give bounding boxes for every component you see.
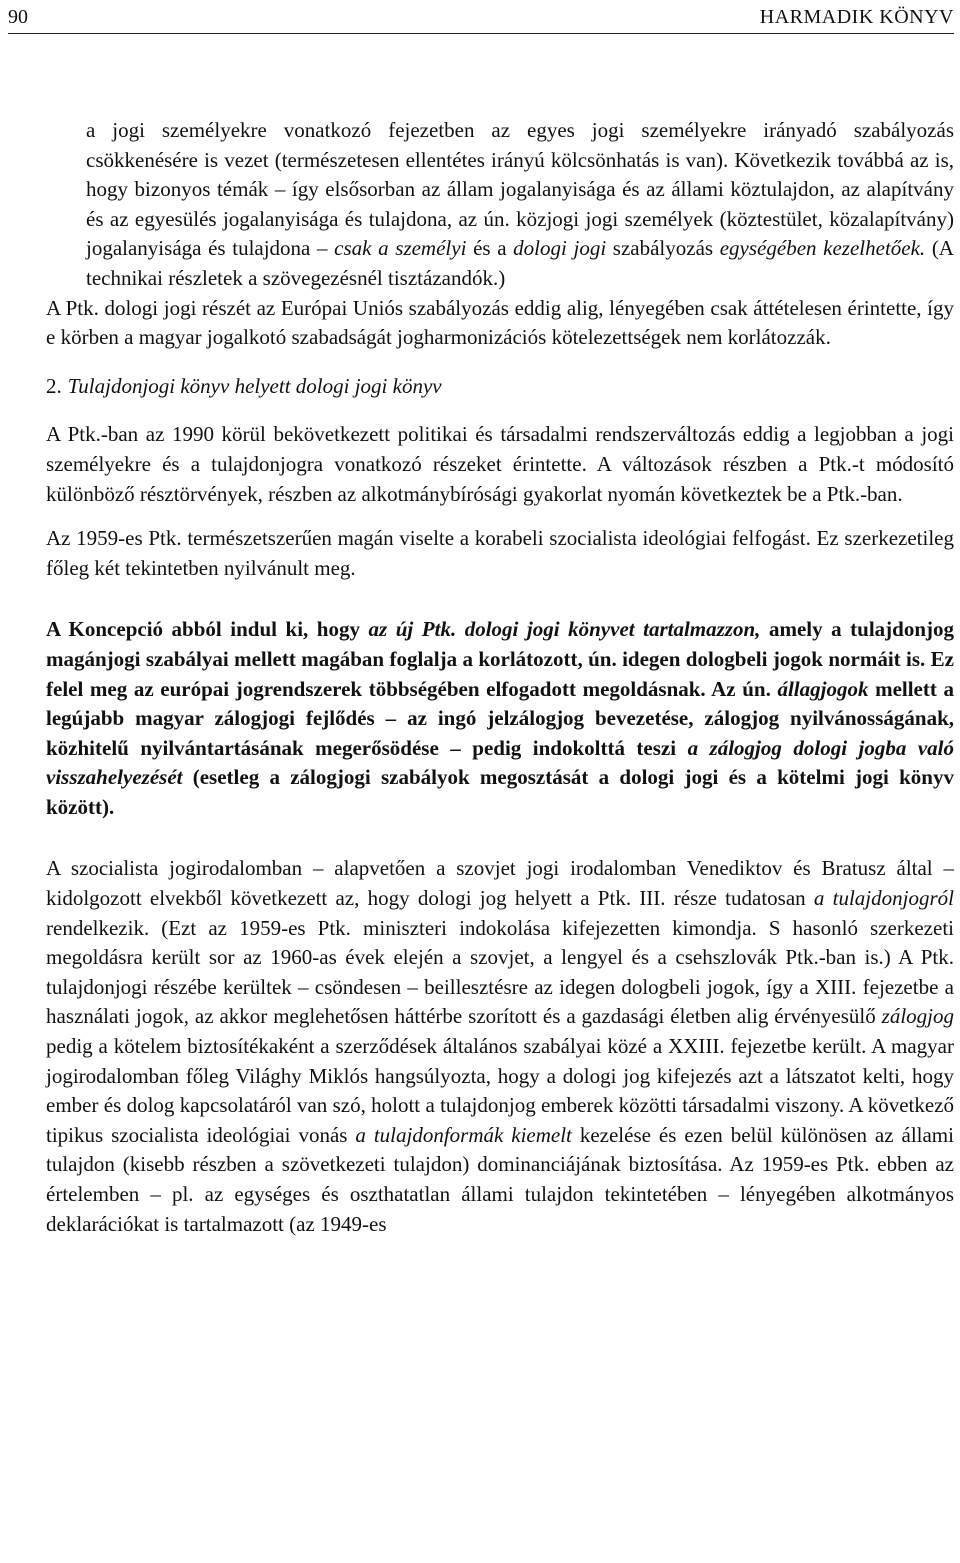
paragraph-1: a jogi személyekre vonatkozó fejezetben az egyes jogi személyekre irányadó szabályozás csökkenésére is vezet (természetesen ellentétes irányú kölcsönhatás is van). Következik továbbá az is, hogy bizonyos témák – így elsősorban az állam jogalanyisága és az állami köztulajdon, az alapítvány és az egyesülés jogalanyisága és tulajdona, az ún. közjogi jogi személyek (köztestület, közalapítvány) jogalanyisága és tulajdona – csak a személyi és a dologi jogi szabályozás egységében kezelhetőek. (A technikai részletek a szövegezésnél tisztázandók.) xyxy=(86,118,954,290)
section-title: Tulajdonjogi könyv helyett dologi jogi könyv xyxy=(67,373,442,398)
page-body xyxy=(46,116,954,1239)
paragraph-6: A szocialista jogirodalomban – alapvetően a szovjet jogi irodalomban Venediktov és Bratusz által – kidolgozott elvekből következett az, hogy dologi jog helyett a Ptk. III. része tudatosan a tulajdonjogról rendelkezik. (Ezt az 1959-es Ptk. miniszteri indokolása kifejezetten kimondja. S hasonló szerkezeti megoldásra került sor az 1960-as évek elején a szovjet, a lengyel és a csehszlovák Ptk.-ban is.) A Ptk. tulajdonjogi részébe kerültek – csöndesen – beillesztésre az idegen dologbeli jogok, így a XIII. fejezetbe a használati jogok, az akkor meglehetősen háttérbe szorított és a gazdasági életben alig érvényesülő zálogjog pedig a kötelem biztosítékaként a szerződések általános szabályai közé a XXIII. fejezetbe került. A magyar jogirodalomban főleg Világhy Miklós hangsúlyozta, hogy a dologi jog kifejezés azt a látszatot kelti, hogy ember és dolog kapcsolatáról van szó, holott a tulajdonjog emberek közötti társadalmi viszony. A következő tipikus szocialista ideológiai vonás a tulajdonformák kiemelt kezelése és ezen belül különösen az állami tulajdon (kisebb részben a szövetkezeti tulajdon) dominanciájának biztosítása. Az 1959-es Ptk. ebben az értelemben – pl. az egységes és oszthatatlan állami tulajdon tekintetében – lényegében alkotmányos deklarációkat is tartalmazott (az 1949-es xyxy=(46,856,954,1236)
section-heading xyxy=(46,372,954,402)
paragraph-2: A Ptk. dologi jogi részét az Európai Uniós szabályozás eddig alig, lényegében csak áttételesen érintette, így e körben a magyar jogalkotó szabadságát jogharmonizációs kötelezettségek nem korlátozzák. xyxy=(46,295,954,350)
page-number: 90 xyxy=(8,6,28,28)
paragraph-5-bold: A Koncepció abból indul ki, hogy az új Ptk. dologi jogi könyvet tartalmazzon, amely a tulajdonjog magánjogi szabályai mellett magában foglalja a korlátozott, ún. idegen dologbeli jogok normáit is. Ez felel meg az európai jogrendszerek többségében elfogadott megoldásnak. Az ún. állagjogok mellett a legújabb magyar zálogjogi fejlődés – az ingó jelzálogjog bevezetése, zálogjog nyilvánosságának, közhitelű nyilvántartásának megerősödése – pedig indokolttá teszi a zálogjog dologi jogba való visszahelyezését (esetleg a zálogjogi szabályok megosztását a dologi jogi és a kötelmi jogi könyv között). xyxy=(46,617,955,819)
paragraph-4: Az 1959-es Ptk. természetszerűen magán viselte a korabeli szocialista ideológiai felfogást. Ez szerkezetileg főleg két tekintetben nyilvánult meg. xyxy=(46,526,954,580)
running-title: HARMADIK KÖNYV xyxy=(759,6,954,28)
paragraph-3: A Ptk.-ban az 1990 körül bekövetkezett politikai és társadalmi rendszerváltozás eddig a legjobban a jogi személyekre és a tulajdonjogra vonatkozó részeket érintette. A változások részben a Ptk.-t módosító különböző résztörvények, részben az alkotmánybírósági gyakorlat nyomán következtek be a Ptk.-ban. xyxy=(46,422,954,506)
section-number: 2. xyxy=(46,373,62,398)
running-header xyxy=(8,0,954,34)
